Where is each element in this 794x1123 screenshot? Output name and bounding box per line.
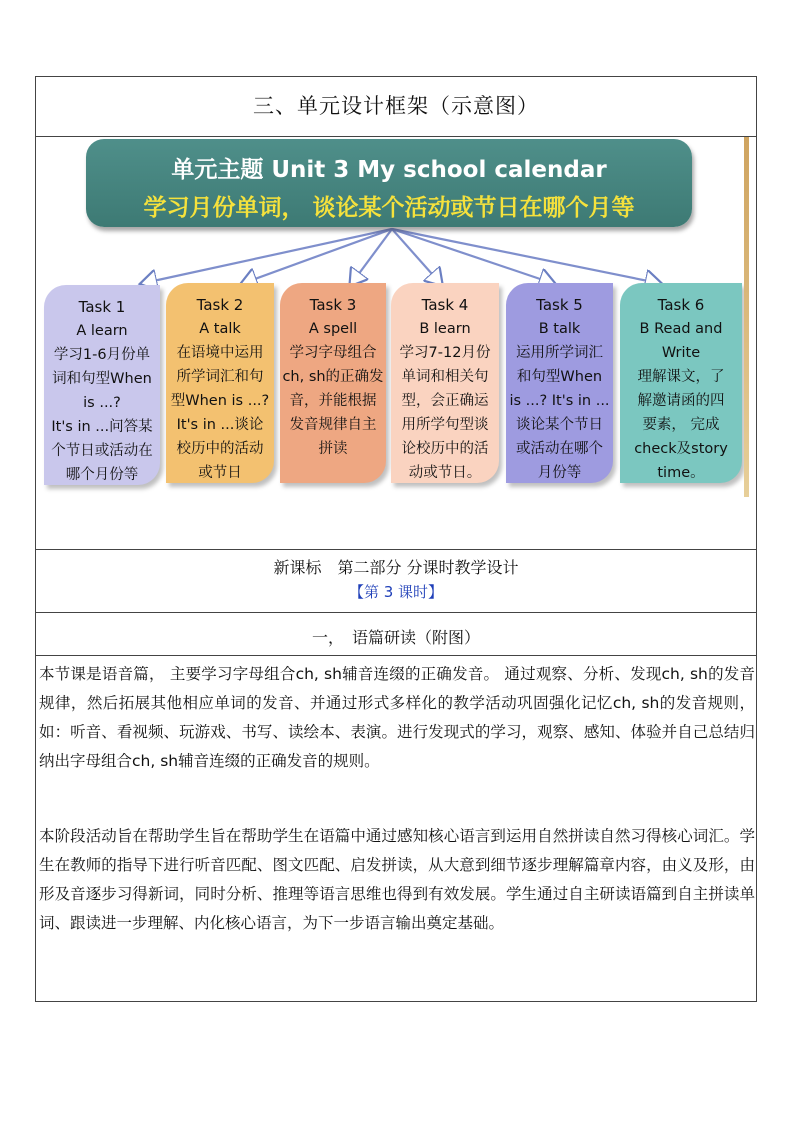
- task-card-line: 解邀请函的四: [637, 393, 725, 409]
- task-card-line: 哪个月份等: [65, 467, 139, 483]
- task-card-line: It's in ...问答某: [51, 419, 153, 435]
- task-card-line: 论校历中的活: [401, 441, 489, 457]
- task-card-line: 或节日: [198, 465, 242, 481]
- divider: [36, 655, 756, 656]
- task-card-line: ch, sh的正确发: [282, 369, 384, 385]
- task-card-title: Task 2: [196, 296, 244, 314]
- task-card-3: [280, 283, 386, 483]
- section-title: 三、单元设计框架（示意图）: [253, 94, 539, 118]
- task-card-line: 音，并能根据: [289, 393, 377, 409]
- task-card-line: 发音规律自主: [289, 417, 377, 433]
- task-card-line: 学习1-6月份单: [53, 347, 151, 363]
- task-card-line: 个节日或活动在: [51, 443, 153, 459]
- task-card-line: check及story: [634, 441, 728, 457]
- analysis-paragraph-2: 本阶段活动旨在帮助学生旨在帮助学生在语篇中通过感知核心语言到运用自然拼读自然习得核心词汇。学生在教师的指导下进行听音匹配、图文匹配、启发拼读，从大意到细节逐步理解篇章内容，由义及形，由形及音逐步习得新词，同时分析、推理等语言思维也得到有效发展。学生通过自主研读语篇到自主拼读单词、跟读进一步理解、内化核心语言，为下一步语言输出奠定基础。: [39, 827, 755, 932]
- task-card-line: 要素， 完成: [642, 417, 720, 433]
- part-heading: 新课标 第二部分 分课时教学设计: [273, 558, 519, 577]
- task-card-line: 在语境中运用: [176, 345, 264, 361]
- task-card-line: 校历中的活动: [176, 441, 264, 457]
- task-card-line: A learn: [76, 323, 128, 339]
- divider: [36, 612, 756, 613]
- task-card-title: Task 5: [536, 296, 583, 314]
- banner-subtitle: 学习月份单词， 谈论某个活动或节日在哪个月等: [143, 195, 635, 221]
- task-card-4: [391, 283, 499, 483]
- lesson-label: 【第 3 课时】: [348, 583, 444, 601]
- banner-title: 单元主题 Unit 3 My school calendar: [171, 157, 607, 183]
- decorative-bar: [744, 137, 749, 497]
- task-card-5: [506, 283, 613, 483]
- task-card-line: Write: [661, 345, 701, 361]
- section1-title: 一， 语篇研读（附图）: [311, 628, 480, 647]
- task-card-line: 月份等: [537, 465, 582, 481]
- task-card-line: A talk: [199, 321, 241, 337]
- task-card-line: It's in ...谈论: [176, 417, 264, 433]
- task-card-line: is ...?: [83, 395, 121, 411]
- task-card-line: time。: [657, 465, 705, 481]
- task-card-line: 和句型When: [516, 369, 603, 385]
- task-card-line: A spell: [308, 321, 358, 337]
- document-frame: [35, 76, 757, 1002]
- task-card-6: [620, 283, 742, 483]
- task-card-title: Task 3: [309, 296, 357, 314]
- task-card-line: 谈论某个节日: [516, 417, 603, 433]
- task-card-line: 拼读: [318, 441, 348, 457]
- task-card-line: B Read and: [639, 321, 723, 337]
- task-card-line: 型When is ...?: [170, 393, 270, 409]
- task-card-line: 学习字母组合: [289, 345, 377, 361]
- task-card-title: Task 6: [657, 296, 705, 314]
- task-card-line: 运用所学词汇: [516, 345, 603, 361]
- unit-theme-banner: [86, 139, 692, 227]
- task-card-line: B talk: [538, 321, 581, 337]
- divider: [36, 549, 756, 550]
- task-card-2: [166, 283, 274, 483]
- task-card-title: Task 4: [421, 296, 469, 314]
- task-card-line: 用所学句型谈: [401, 417, 489, 433]
- task-card-title: Task 1: [78, 298, 126, 316]
- task-card-line: 所学词汇和句: [176, 369, 264, 385]
- task-card-line: is ...? It's in ...: [509, 393, 610, 409]
- unit-framework-diagram: [40, 137, 751, 497]
- task-card-1: [44, 285, 160, 485]
- task-card-line: 单词和相关句: [401, 369, 489, 385]
- task-card-line: 型，会正确运: [401, 393, 489, 409]
- task-card-line: 学习7-12月份: [399, 345, 491, 361]
- task-card-line: 或活动在哪个: [516, 441, 603, 457]
- task-card-line: 动或节日。: [408, 465, 482, 481]
- task-card-line: 理解课文，了: [637, 369, 725, 385]
- task-card-line: B learn: [419, 321, 471, 337]
- analysis-paragraph-1: 本节课是语音篇， 主要学习字母组合ch, sh辅音连缀的正确发音。 通过观察、分析、发现ch, sh的发音规律，然后拓展其他相应单词的发音、并通过形式多样化的教学活动巩固强化记忆ch, sh的发音规则，如：听音、看视频、玩游戏、书写、读绘本、表演。进行发现式的学习，观察、感知、体验并自己总结归纳出字母组合ch, sh辅音连缀的正确发音的规则。: [39, 665, 755, 770]
- task-card-line: 词和句型When: [52, 371, 152, 387]
